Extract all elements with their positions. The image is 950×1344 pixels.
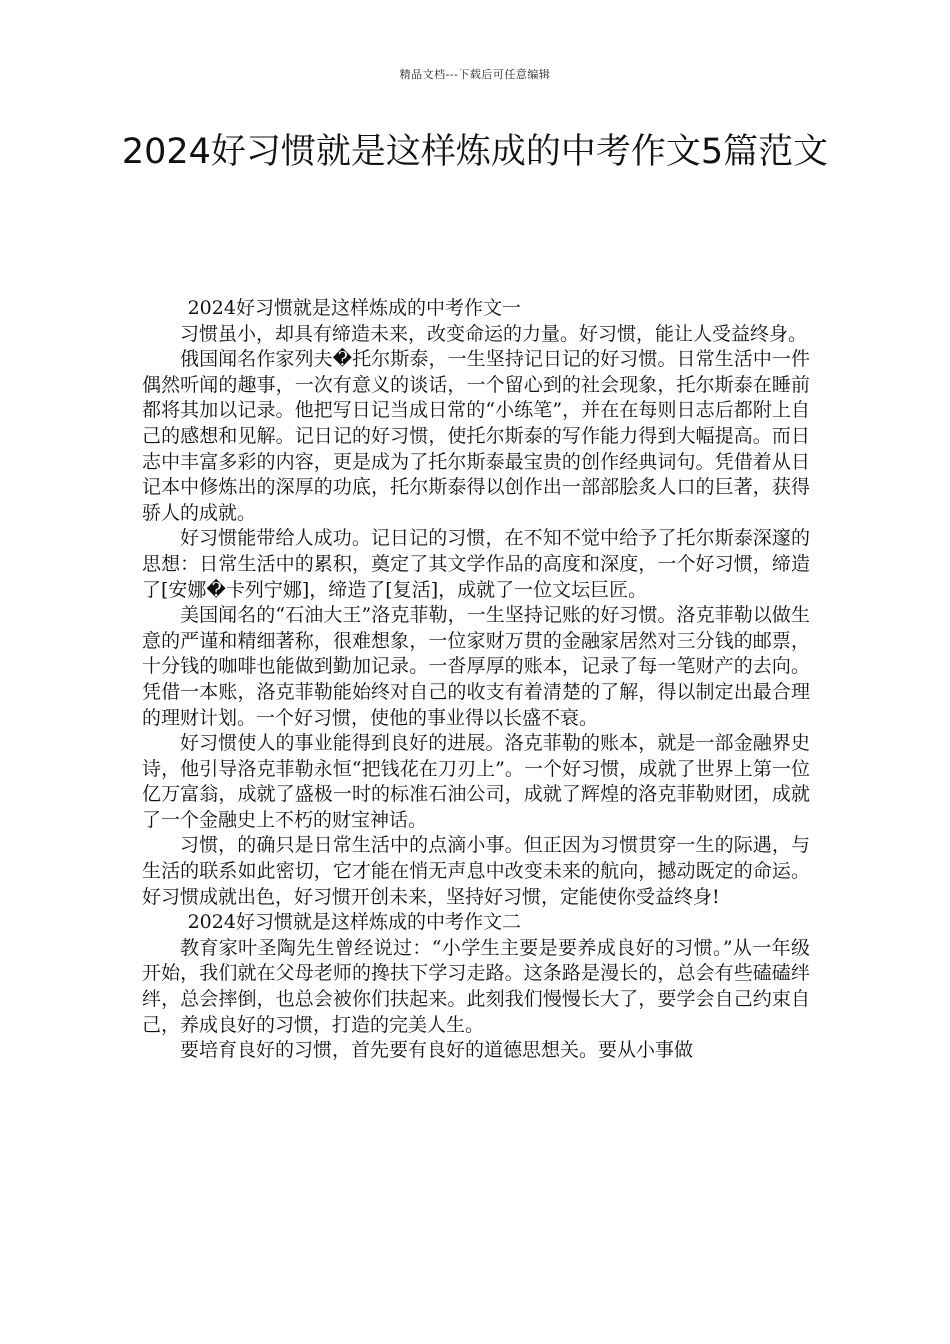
body-paragraph: 好习惯使人的事业能得到良好的进展。洛克菲勒的账本，就是一部金融界史诗，他引导洛克菲勒永恒“把钱花在刀刃上”。一个好习惯，成就了世界上第一位亿万富翁，成就了盛极一时的标准石油公司，成就了辉煌的洛克菲勒财团，成就了一个金融史上不朽的财宝神话。 [142, 732, 810, 831]
section-heading: 2024好习惯就是这样炼成的中考作文一 [187, 297, 521, 319]
body-paragraph: 习惯虽小，却具有缔造未来，改变命运的力量。好习惯，能让人受益终身。 [180, 322, 808, 345]
body-paragraph: 好习惯能带给人成功。记日记的习惯，在不知不觉中给予了托尔斯泰深邃的思想：日常生活中的累积，奠定了其文学作品的高度和深度，一个好习惯，缔造了[安娜�卡列宁娜]，缔造了[复活]，成就了一位文坛巨匠。 [142, 527, 810, 601]
body-paragraph: 要培育良好的习惯，首先要有良好的道德思想关。要从小事做 [180, 1039, 694, 1062]
section-heading: 2024好习惯就是这样炼成的中考作文二 [187, 911, 521, 934]
running-header: 精品文档---下载后可任意编辑 [399, 68, 551, 81]
body-paragraph: 教育家叶圣陶先生曾经说过：“小学生主要是要养成良好的习惯。”从一年级开始，我们就在父母老师的搀扶下学习走路。这条路是漫长的，总会有些磕磕绊绊，总会摔倒，也总会被你们扶起来。此刻我们慢慢长大了，要学会自己约束自己，养成良好的习惯，打造的完美人生。 [142, 936, 810, 1036]
body-paragraph: 美国闻名的“石油大王”洛克菲勒，一生坚持记账的好习惯。洛克菲勒以做生意的严谨和精细著称，很难想象，一位家财万贯的金融家居然对三分钱的邮票，十分钱的咖啡也能做到勤加记录。一沓厚厚的账本，记录了每一笔财产的去向。凭借一本账，洛克菲勒能始终对自己的收支有着清楚的了解，得以制定出最合理的理财计划。一个好习惯，使他的事业得以长盛不衰。 [142, 604, 810, 729]
document-title: 2024好习惯就是这样炼成的中考作文5篇范文 [121, 132, 829, 172]
body-paragraph: 习惯，的确只是日常生活中的点滴小事。但正因为习惯贯穿一生的际遇，与生活的联系如此密切，它才能在悄无声息中改变未来的航向，撼动既定的命运。好习惯成就出色，好习惯开创未来，坚持好习惯，定能使你受益终身! [142, 834, 810, 908]
body-paragraph: 俄国闻名作家列夫�托尔斯泰，一生坚持记日记的好习惯。日常生活中一件偶然听闻的趣事，一次有意义的谈话，一个留心到的社会现象，托尔斯泰在睡前都将其加以记录。他把写日记当成日常的“小练笔”，并在在每则日志后都附上自己的感想和见解。记日记的好习惯，使托尔斯泰的写作能力得到大幅提高。而日志中丰富多彩的内容，更是成为了托尔斯泰最宝贵的创作经典词句。凭借着从日记本中修炼出的深厚的功底，托尔斯泰得以创作出一部部脍炙人口的巨著，获得骄人的成就。 [142, 348, 810, 524]
document-body [142, 296, 810, 1064]
